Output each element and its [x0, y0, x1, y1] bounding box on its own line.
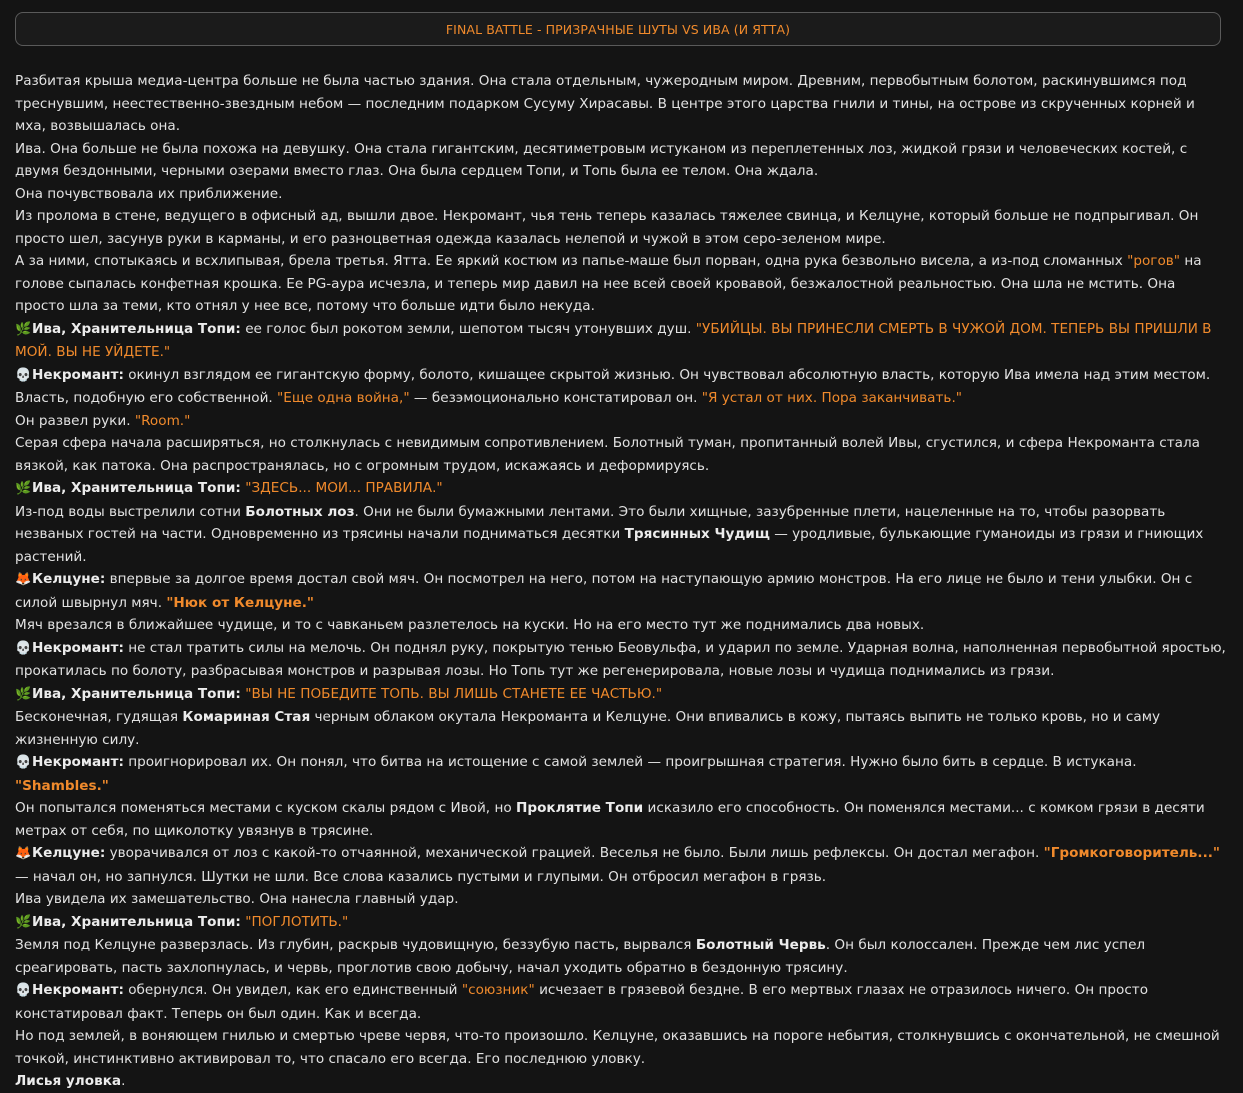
dialogue-line: 🦊Келцуне: уворачивался от лоз с какой-то отчаянной, механической грацией. Веселья не было. Были лишь рефлексы. Он достал мегафон. "Громкоговоритель..." — начал он, но запнулся. Шутки не шли. Все слова казались пустыми и глупыми. Он отбросил мегафон в грязь. — [15, 845, 1220, 885]
paragraph: Бесконечная, гудящая Комариная Стая черным облаком окутала Некроманта и Келцуне. Они впивались в кожу, пытаясь выпить не только кровь, но и саму жизненную силу. — [15, 709, 1161, 748]
paragraph: Она почувствовала их приближение. — [15, 185, 283, 202]
dialogue-line: 💀Некромант: окинул взглядом ее гигантскую форму, болото, кишащее скрытой жизнью. Он чувствовал абсолютную власть, которую Ива имела над этим местом. Власть, подобную его собственной. "Еще одна война," — безэмоционально констатировал он. "Я устал от них. Пора заканчивать." — [15, 366, 1211, 406]
term: Комариная Стая — [182, 709, 311, 725]
skull-icon: 💀 — [15, 640, 32, 656]
quote: "Shambles." — [15, 777, 109, 794]
paragraph: Но под землей, в воняющем гнилью и смертью чреве червя, что-то произошло. Келцуне, оказавшись на пороге небытия, столкнувшись с окончательной, не смешной точкой, инстинктивно активировал то, что спасало его всегда. Его последнюю уловку. — [15, 1028, 1220, 1067]
fox-icon: 🦊 — [15, 572, 32, 587]
paragraph: Земля под Келцуне разверзлась. Из глубин, раскрыв чудовищную, беззубую пасть, вырвался Болотный Червь. Он был колоссален. Прежде чем лис успел среагировать, пасть захлопнулась, и червь, проглотив свою добычу, начал уходить обратно в бездонную трясину. — [15, 937, 1146, 976]
skull-icon: 💀 — [15, 755, 32, 770]
quote: "Я устал от них. Пора заканчивать." — [701, 390, 963, 406]
paragraph: Из-под воды выстрелили сотни Болотных лоз. Они не были бумажными лентами. Это были хищные, зазубренные плети, нацеленные на то, чтобы разорвать незваных гостей на части. Одновременно из трясины начали подниматься десятки Трясинных Чудищ — уродливые, булькающие гуманоиды из грязи и гниющих растений. — [15, 503, 1204, 565]
speaker-name: Келцуне: — [32, 571, 106, 587]
leaf-icon: 🌿 — [15, 321, 32, 337]
leaf-icon: 🌿 — [15, 914, 32, 930]
term: Проклятие Топи — [515, 800, 644, 816]
term: Болотных лоз — [245, 503, 355, 520]
paragraph: Разбитая крыша медиа-центра больше не была частью здания. Она стала отдельным, чужеродным миром. Древним, первобытным болотом, раскинувшимся под треснувшим, неестественно-звездным небом — последним подарком Сусуму Хирасавы. В центре этого царства гнили и тины, на острове из скрученных корней и мха, возвышалась она. — [15, 73, 1195, 134]
quote: "Нюк от Келцуне." — [166, 594, 315, 611]
skull-icon: 💀 — [15, 983, 32, 998]
speaker-name: Некромант: — [32, 639, 124, 656]
paragraph: Ива. Она больше не была похожа на девушку. Она стала гигантским, десятиметровым истуканом из переплетенных лоз, жидкой грязи и человеческих костей, с двумя бездонными, черными озерами вместо глаз. Она была сердцем Топи, и Топь была ее телом. Она ждала. — [15, 140, 1188, 179]
speaker-name: Ива, Хранительница Топи: — [32, 320, 241, 337]
paragraph: Серая сфера начала расширяться, но столкнулась с невидимым сопротивлением. Болотный туман, пропитанный волей Ивы, сгустился, и сфера Некроманта стала вязкой, как патока. Она распространялась, но с огромным трудом, искажаясь и деформируясь. — [15, 435, 1200, 474]
dialogue-line: 💀Некромант: обернулся. Он увидел, как его единственный "союзник" исчезает в грязевой бездне. В его мертвых глазах не отразилось ничего. Он просто констатировал факт. Теперь он был один. Как и всегда. — [15, 982, 1149, 1022]
speaker-name: Ива, Хранительница Топи: — [32, 913, 241, 930]
dialogue-line — [15, 683, 1227, 707]
chapter-title-box — [15, 12, 1221, 46]
quote: "Еще одна война," — [277, 390, 410, 406]
dialogue-line: 🦊Келцуне: впервые за долгое время достал свой мяч. Он посмотрел на него, потом на наступающую армию монстров. На его лице не было и тени улыбки. Он с силой швырнул мяч. "Нюк от Келцуне." — [15, 571, 1193, 611]
term: Трясинных Чудищ — [624, 526, 770, 542]
quote: "рогов" — [1127, 253, 1181, 269]
quote: "ПОГЛОТИТЬ." — [240, 913, 349, 930]
skull-icon: 💀 — [15, 367, 32, 383]
term: Болотный Червь — [695, 937, 826, 953]
term: Лисья уловка — [15, 1073, 122, 1089]
paragraph: А за ними, спотыкаясь и всхлипывая, брела третья. Ятта. Ее яркий костюм из папье-маше был порван, одна рука безвольно висела, а из-под сломанных "рогов" на голове сыпалась конфетная крошка. Ее PG-аура исчезла, и теперь мир давил на нее всей своей кровавой, безжалостной реальностью. Она шла не мстить. Она просто шла за теми, кто отнял у нее все, потому что больше идти было некуда. — [15, 253, 1202, 314]
paragraph: Из пролома в стене, ведущего в офисный ад, вышли двое. Некромант, чья тень теперь казалась тяжелее свинца, и Келцуне, который больше не подпрыгивал. Он просто шел, засунув руки в карманы, и его разноцветная одежда казалась нелепой и чужой в этом серо-зеленом мире. — [15, 208, 1199, 247]
quote: "ЗДЕСЬ... МОИ... ПРАВИЛА." — [240, 480, 443, 496]
speaker-name: Келцуне: — [32, 845, 106, 861]
quote: "ВЫ НЕ ПОБЕДИТЕ ТОПЬ. ВЫ ЛИШЬ СТАНЕТЕ ЕЕ ЧАСТЬЮ." — [240, 685, 663, 702]
speaker-name: Ива, Хранительница Топи: — [32, 685, 241, 702]
dialogue-line — [15, 477, 1227, 501]
speaker-name: Некромант: — [32, 366, 124, 383]
fox-icon: 🦊 — [15, 846, 32, 861]
speaker-name: Некромант: — [32, 754, 124, 770]
leaf-icon: 🌿 — [15, 686, 32, 702]
quote: "Громкоговоритель..." — [1043, 845, 1220, 861]
story-text — [15, 70, 1227, 1093]
speaker-name: Ива, Хранительница Топи: — [32, 480, 241, 496]
paragraph: Он развел руки. "Room." — [15, 412, 191, 429]
quote: "УБИЙЦЫ. ВЫ ПРИНЕСЛИ СМЕРТЬ В ЧУЖОЙ ДОМ. ТЕПЕРЬ ВЫ ПРИШЛИ В МОЙ. ВЫ НЕ УЙДЕТЕ." — [15, 320, 1212, 360]
dialogue-line — [15, 911, 1227, 935]
dialogue-line: 💀Некромант: не стал тратить силы на мелочь. Он поднял руку, покрытую тенью Беовульфа, и ударил по земле. Ударная волна, наполненная первобытной яростью, прокатилась по болоту, разбрасывая монстров и разрывая лозы. Но Топь тут же регенерировала, новые лозы и чудища поднимались из грязи. — [15, 639, 1226, 679]
paragraph: Лисья уловка. — [15, 1073, 126, 1089]
paragraph: Ива увидела их замешательство. Она нанесла главный удар. — [15, 891, 459, 907]
quote: "союзник" — [461, 982, 535, 998]
leaf-icon: 🌿 — [15, 481, 32, 496]
quote: "Room." — [134, 412, 191, 429]
paragraph: Мяч врезался в ближайшее чудище, и то с чавканьем разлетелось на куски. Но на его место тут же поднимались два новых. — [15, 617, 925, 633]
speaker-name: Некромант: — [32, 982, 124, 998]
dialogue-line: 💀Некромант: проигнорировал их. Он понял, что битва на истощение с самой землей — проигрышная стратегия. Нужно было бить в сердце. В истукана. "Shambles." — [15, 754, 1137, 794]
dialogue-line: 🌿Ива, Хранительница Топи: ее голос был рокотом земли, шепотом тысяч утонувших душ. "УБИЙЦЫ. ВЫ ПРИНЕСЛИ СМЕРТЬ В ЧУЖОЙ ДОМ. ТЕПЕРЬ ВЫ ПРИШЛИ В МОЙ. ВЫ НЕ УЙДЕТЕ." — [15, 320, 1212, 360]
chapter-title: FINAL BATTLE - ПРИЗРАЧНЫЕ ШУТЫ VS ИВА (И ЯТТА) — [445, 21, 791, 37]
paragraph: Он попытался поменяться местами с куском скалы рядом с Ивой, но Проклятие Топи исказило его способность. Он поменялся местами... с комком грязи в десяти метрах от себя, по щиколотку увязнув в трясине. — [15, 800, 1205, 839]
